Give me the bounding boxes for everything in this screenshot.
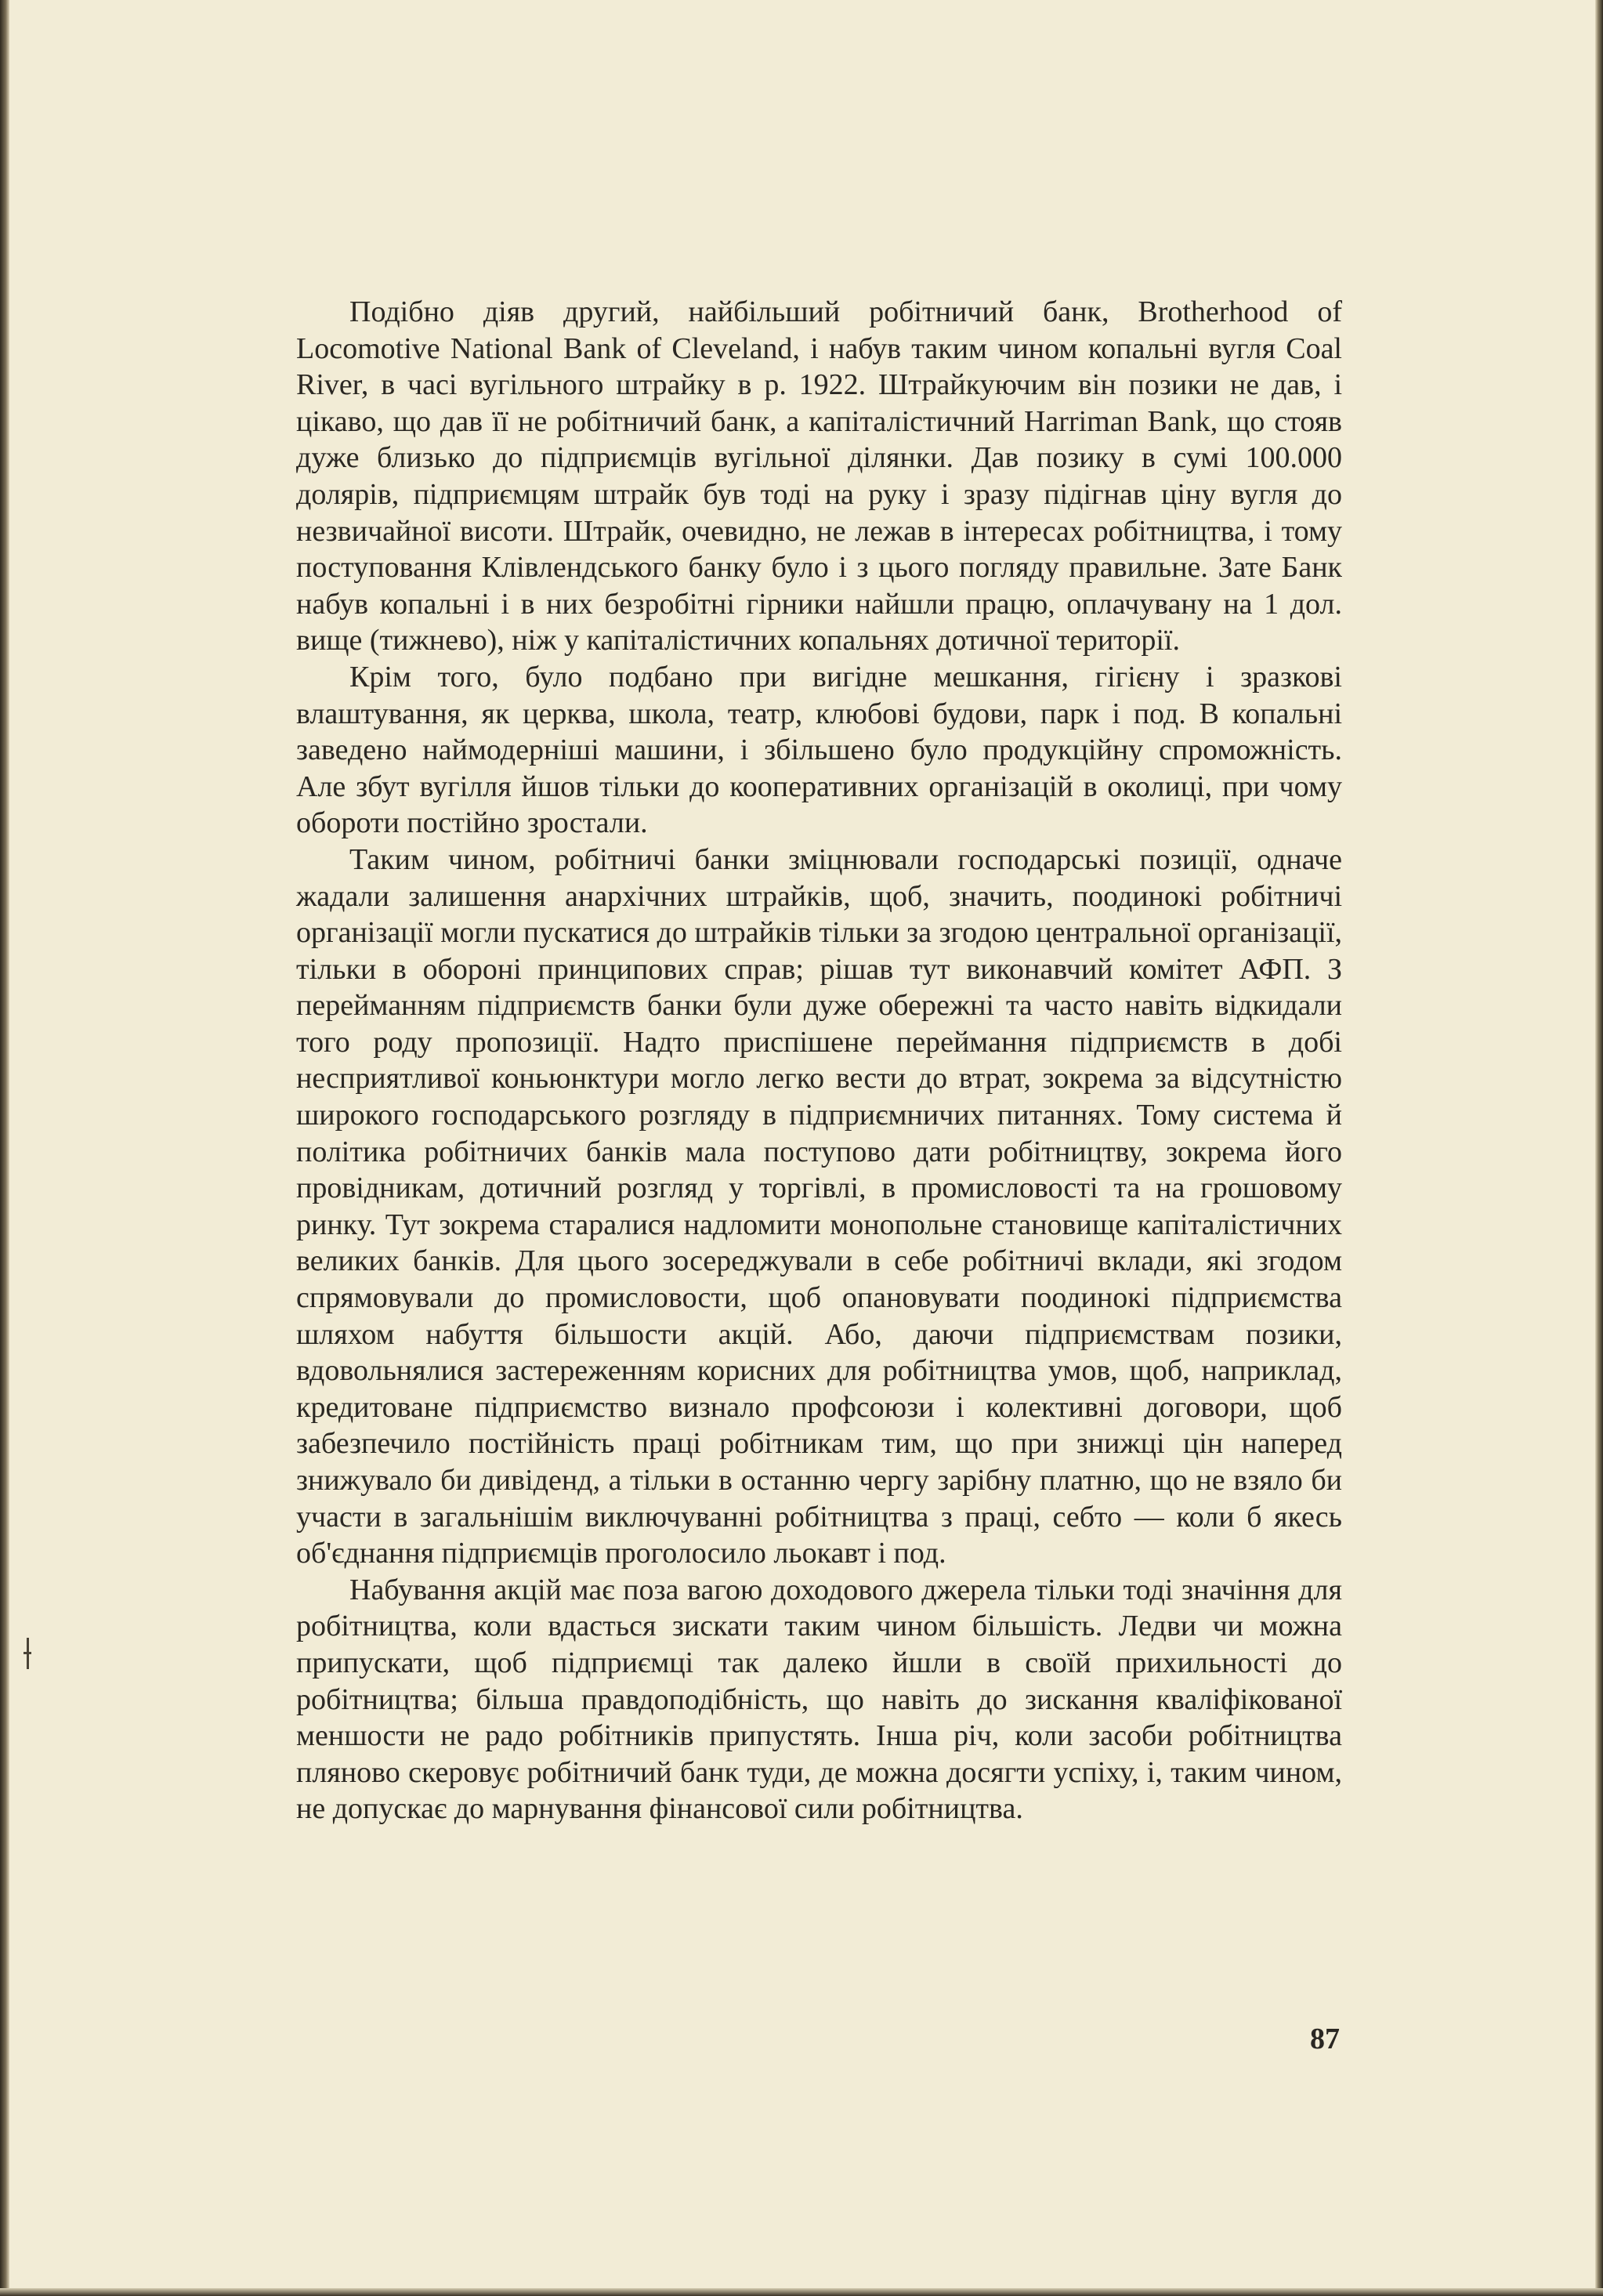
left-scan-edge bbox=[0, 0, 9, 2296]
body-text bbox=[296, 294, 1342, 1827]
bottom-scan-edge bbox=[0, 2288, 1603, 2296]
paragraph-4: Набування акцій має поза вагою доходового джерела тільки тоді значіння для робітництва, коли вдасться зискати таким чином більшість. Ледви чи можна припускати, щоб підприємці так далеко йшли в своїй прихильності до робітництва; більша правдоподібність, що навіть до зискання кваліфікованої меншости не радо робітників припустять. Інша річ, коли засоби робітництва пляново скеровує робітничий банк туди, де можна досягти успіху, і, таким чином, не допускає до марнування фінансової сили робітництва. bbox=[296, 1573, 1342, 1826]
page-number: 87 bbox=[1310, 2023, 1340, 2055]
paragraph-3: Таким чином, робітничі банки зміцнювали господарські позиції, одначе жадали залишення анархічних штрайків, щоб, значить, поодинокі робітничі організації могли пускатися до штрайків тільки за згодою центральної організації, тільки в обороні принципових справ; рішав тут виконавчий комітет АФП. З перейманням підприємств банки були дуже обережні та часто навіть відкидали того роду пропозиції. Надто приспішене переймання підприємств в добі несприятливої коньюнктури могло легко вести до втрат, зокрема за відсутністю широкого господарського розгляду в підприємничих питаннях. Тому система й політика робітничих банків мала поступово дати робітництву, зокрема його провідникам, дотичний розгляд у торгівлі, в промисловості та на грошовому ринку. Тут зокрема старалися надломити монопольне становище капіталістичних великих банків. Для цього зосереджували в себе робітничі вклади, які згодом спрямовували до промисловости, щоб опановувати поодинокі підприємства шляхом набуття більшости акцій. Або, даючи підприємствам позики, вдовольнялися застереженням корисних для робітництва умов, щоб, наприклад, кредитоване підприємство визнало профсоюзи і колективні договори, щоб забезпечило постійність праці робітникам тим, що при знижці цін наперед знижувало би дивіденд, а тільки в останню чергу зарібну платню, що не взяло би участи в загальнішім виключуванні робітництва з праці, себто — коли б якесь об'єднання підприємців проголосило льокавт і под. bbox=[296, 842, 1342, 1570]
margin-mark-tick bbox=[24, 1652, 31, 1654]
right-scan-edge bbox=[1595, 0, 1603, 2296]
paragraph-1: Подібно діяв другий, найбільший робітничий банк, Brotherhood of Locomotive National Bank of Cleveland, і набув таким чином копальні вугля Coal River, в часі вугільного штрайку в р. 1922. Штрайкуючим він позики не дав, і цікаво, що дав її не робітничий банк, а капіталістичний Harriman Bank, що стояв дуже близько до підприємців вугільної ділянки. Дав позику в сумі 100.000 долярів, підприємцям штрайк був тоді на руку і зразу підігнав ціну вугля до незвичайної висоти. Штрайк, очевидно, не лежав в інтересах робітництва, і тому поступовання Клівлендського банку було і з цього погляду правильне. Зате Банк набув копальні і в них безробітні гірники найшли працю, оплачувану на 1 дол. вище (тижнево), ніж у капіталістичних копальнях дотичної території. bbox=[296, 295, 1342, 657]
paragraph-2: Крім того, було подбано при вигідне мешкання, гігієну і зразкові влаштування, як церква, школа, театр, клюбові будови, парк і под. В копальні заведено наймодерніші машини, і збільшено було продукційну спроможність. Але збут вугілля йшов тільки до кооперативних організацій в околиці, при чому обороти постійно зростали. bbox=[296, 660, 1342, 840]
